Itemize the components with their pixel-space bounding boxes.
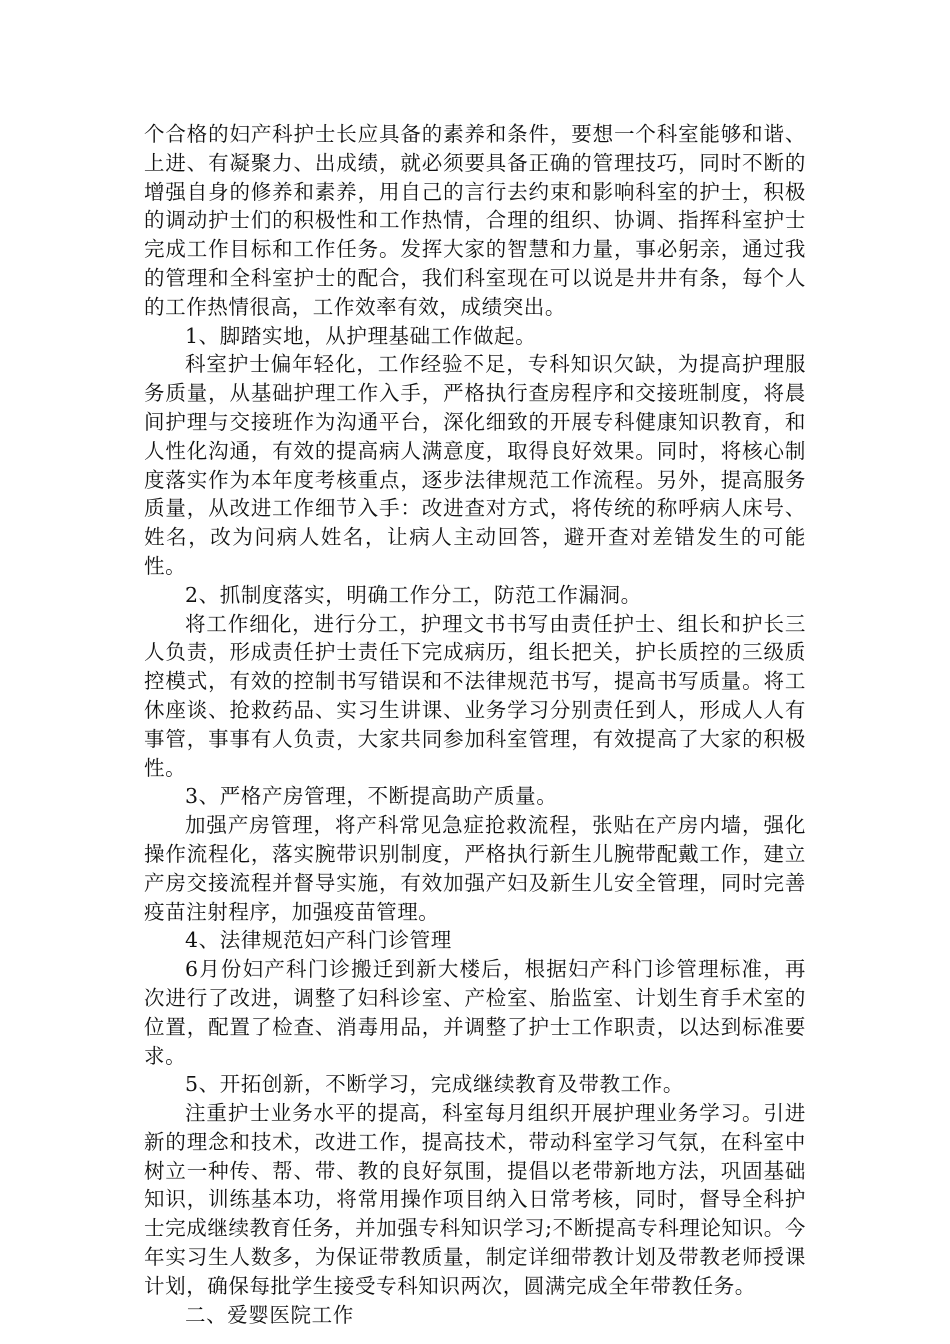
heading-2-system-implementation: 2、抓制度落实，明确工作分工，防范工作漏洞。 [185, 582, 642, 607]
paragraph-delivery-room: 加强产房管理，将产科常见急症抢救流程，张贴在产房内墙，强化操作流程化，落实腕带识别制度，严格执行新生儿腕带配戴工作，建立产房交接流程并督导实施，有效加强产妇及新生儿安全管理，同时完善疫苗注射程序，加强疫苗管理。 [144, 813, 806, 924]
paragraph-intro-continued: 个合格的妇产科护士长应具备的素养和条件，要想一个科室能够和谐、上进、有凝聚力、出成绩，就必须要具备正确的管理技巧，同时不断的增强自身的修养和素养，用自己的言行去约束和影响科室的护士，积极的调动护士们的积极性和工作热情，合理的组织、协调、指挥科室护士完成工作目标和工作任务。发挥大家的智慧和力量，事必躬亲，通过我的管理和全科室护士的配合，我们科室现在可以说是井井有条，每个人的工作热情很高，工作效率有效，成绩突出。 [144, 122, 806, 319]
heading-4-outpatient: 4、法律规范妇产科门诊管理 [185, 928, 452, 953]
heading-3-delivery-room: 3、严格产房管理，不断提高助产质量。 [185, 784, 558, 809]
section-heading-baby-friendly-hospital: 二、爱婴医院工作 [185, 1302, 354, 1327]
heading-5-education: 5、开拓创新，不断学习，完成继续教育及带教工作。 [185, 1072, 684, 1097]
document-body [144, 120, 806, 1329]
paragraph-outpatient: 6月份妇产科门诊搬迁到新大楼后，根据妇产科门诊管理标准，再次进行了改进，调整了妇科诊室、产检室、胎监室、计划生育手术室的位置，配置了检查、消毒用品，并调整了护士工作职责，以达到标准要求。 [144, 957, 806, 1068]
paragraph-foundation-work: 科室护士偏年轻化，工作经验不足，专科知识欠缺，为提高护理服务质量，从基础护理工作入手，严格执行查房程序和交接班制度，将晨间护理与交接班作为沟通平台，深化细致的开展专科健康知识教育，和人性化沟通，有效的提高病人满意度，取得良好效果。同时，将核心制度落实作为本年度考核重点，逐步法律规范工作流程。另外，提高服务质量，从改进工作细节入手：改进查对方式，将传统的称呼病人床号、姓名，改为问病人姓名，让病人主动回答，避开查对差错发生的可能性。 [144, 352, 806, 578]
heading-1-foundation-work: 1、脚踏实地，从护理基础工作做起。 [185, 323, 537, 348]
paragraph-system-implementation: 将工作细化，进行分工，护理文书书写由责任护士、组长和护长三人负责，形成责任护士责任下完成病历，组长把关，护长质控的三级质控模式，有效的控制书写错误和不法律规范书写，提高书写质量。将工休座谈、抢救药品、实习生讲课、业务学习分别责任到人，形成人人有事管，事事有人负责，大家共同参加科室管理，有效提高了大家的积极性。 [144, 611, 806, 780]
paragraph-education: 注重护士业务水平的提高，科室每月组织开展护理业务学习。引进新的理念和技术，改进工作，提高技术，带动科室学习气氛，在科室中树立一种传、帮、带、教的良好氛围，提倡以老带新地方法，巩固基础知识，训练基本功，将常用操作项目纳入日常考核，同时，督导全科护士完成继续教育任务，并加强专科知识学习;不断提高专科理论知识。今年实习生人数多，为保证带教质量，制定详细带教计划及带教老师授课计划，确保每批学生接受专科知识两次，圆满完成全年带教任务。 [144, 1101, 806, 1298]
